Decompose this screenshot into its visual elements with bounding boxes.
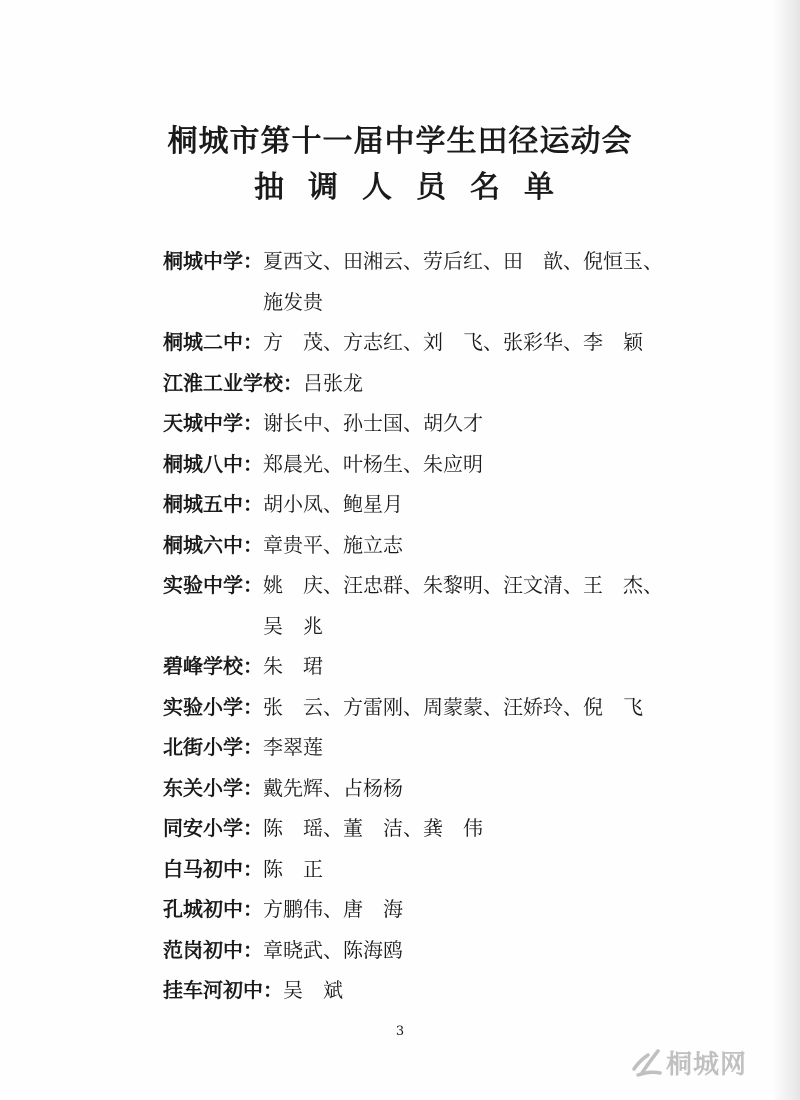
staff-names: 陈 瑶、董 洁、龚 伟: [263, 816, 483, 840]
watermark-text: 桐城网: [666, 1049, 748, 1080]
list-item: [163, 646, 683, 687]
list-item: [163, 241, 683, 322]
staff-names: 谢长中、孙士国、胡久才: [263, 411, 483, 435]
school-name: 江淮工业学校：: [163, 370, 303, 395]
list-item: [163, 403, 683, 444]
list-item: [163, 768, 683, 809]
staff-names: 戴先辉、占杨杨: [263, 775, 403, 800]
school-name: 范岗初中：: [163, 937, 263, 962]
staff-names: 夏西文、田湘云、劳后红、田 歆、倪恒玉、施发贵: [263, 249, 663, 314]
school-name: 北街小学：: [163, 735, 263, 759]
site-watermark: [628, 1042, 778, 1082]
school-name: 白马初中：: [163, 856, 263, 881]
list-item: [163, 808, 683, 849]
school-name: 桐城二中：: [163, 330, 263, 354]
list-item: [163, 970, 683, 1011]
list-item: [163, 363, 683, 404]
school-name: 挂车河初中：: [163, 978, 283, 1002]
tongcheng-logo-icon: [628, 1043, 666, 1081]
staff-names: 吕张龙: [303, 370, 363, 395]
staff-names: 胡小凤、鲍星月: [263, 492, 403, 516]
school-name: 桐城五中：: [163, 492, 263, 516]
list-item: [163, 484, 683, 525]
school-name: 桐城中学：: [163, 249, 263, 273]
staff-names: 章晓武、陈海鸥: [263, 937, 403, 962]
staff-names: 陈 正: [263, 856, 323, 881]
list-item: [163, 444, 683, 485]
school-name: 孔城初中：: [163, 897, 263, 921]
staff-names: 张 云、方雷刚、周蒙蒙、汪娇玲、倪 飞: [263, 694, 643, 719]
school-name: 同安小学：: [163, 816, 263, 840]
document-subtitle: 抽调人员名单: [254, 170, 578, 205]
school-name: 桐城六中：: [163, 532, 263, 557]
list-item: [163, 525, 683, 566]
staff-names: 方鹏伟、唐 海: [263, 897, 403, 921]
school-name: 碧峰学校：: [163, 654, 263, 678]
staff-names: 吴 斌: [283, 978, 343, 1002]
school-name: 天城中学：: [163, 411, 263, 435]
staff-names: 姚 庆、汪忠群、朱黎明、汪文清、王 杰、吴 兆: [263, 573, 663, 638]
list-item: [163, 565, 683, 646]
page-number: 3: [395, 1024, 405, 1039]
staff-names: 朱 珺: [263, 654, 323, 678]
list-item: [163, 889, 683, 930]
staff-names: 郑晨光、叶杨生、朱应明: [263, 451, 483, 476]
list-item: [163, 930, 683, 971]
staff-list: [163, 241, 683, 1011]
school-name: 东关小学：: [163, 775, 263, 800]
school-name: 实验小学：: [163, 694, 263, 719]
document-title: 桐城市第十一届中学生田径运动会: [167, 124, 633, 159]
staff-names: 章贵平、施立志: [263, 532, 403, 557]
list-item: [163, 322, 683, 363]
staff-names: 方 茂、方志红、刘 飞、张彩华、李 颖: [263, 330, 643, 354]
list-item: [163, 687, 683, 728]
staff-names: 李翠莲: [263, 735, 323, 759]
school-name: 桐城八中：: [163, 451, 263, 476]
list-item: [163, 849, 683, 890]
list-item: [163, 727, 683, 768]
school-name: 实验中学：: [163, 573, 263, 597]
